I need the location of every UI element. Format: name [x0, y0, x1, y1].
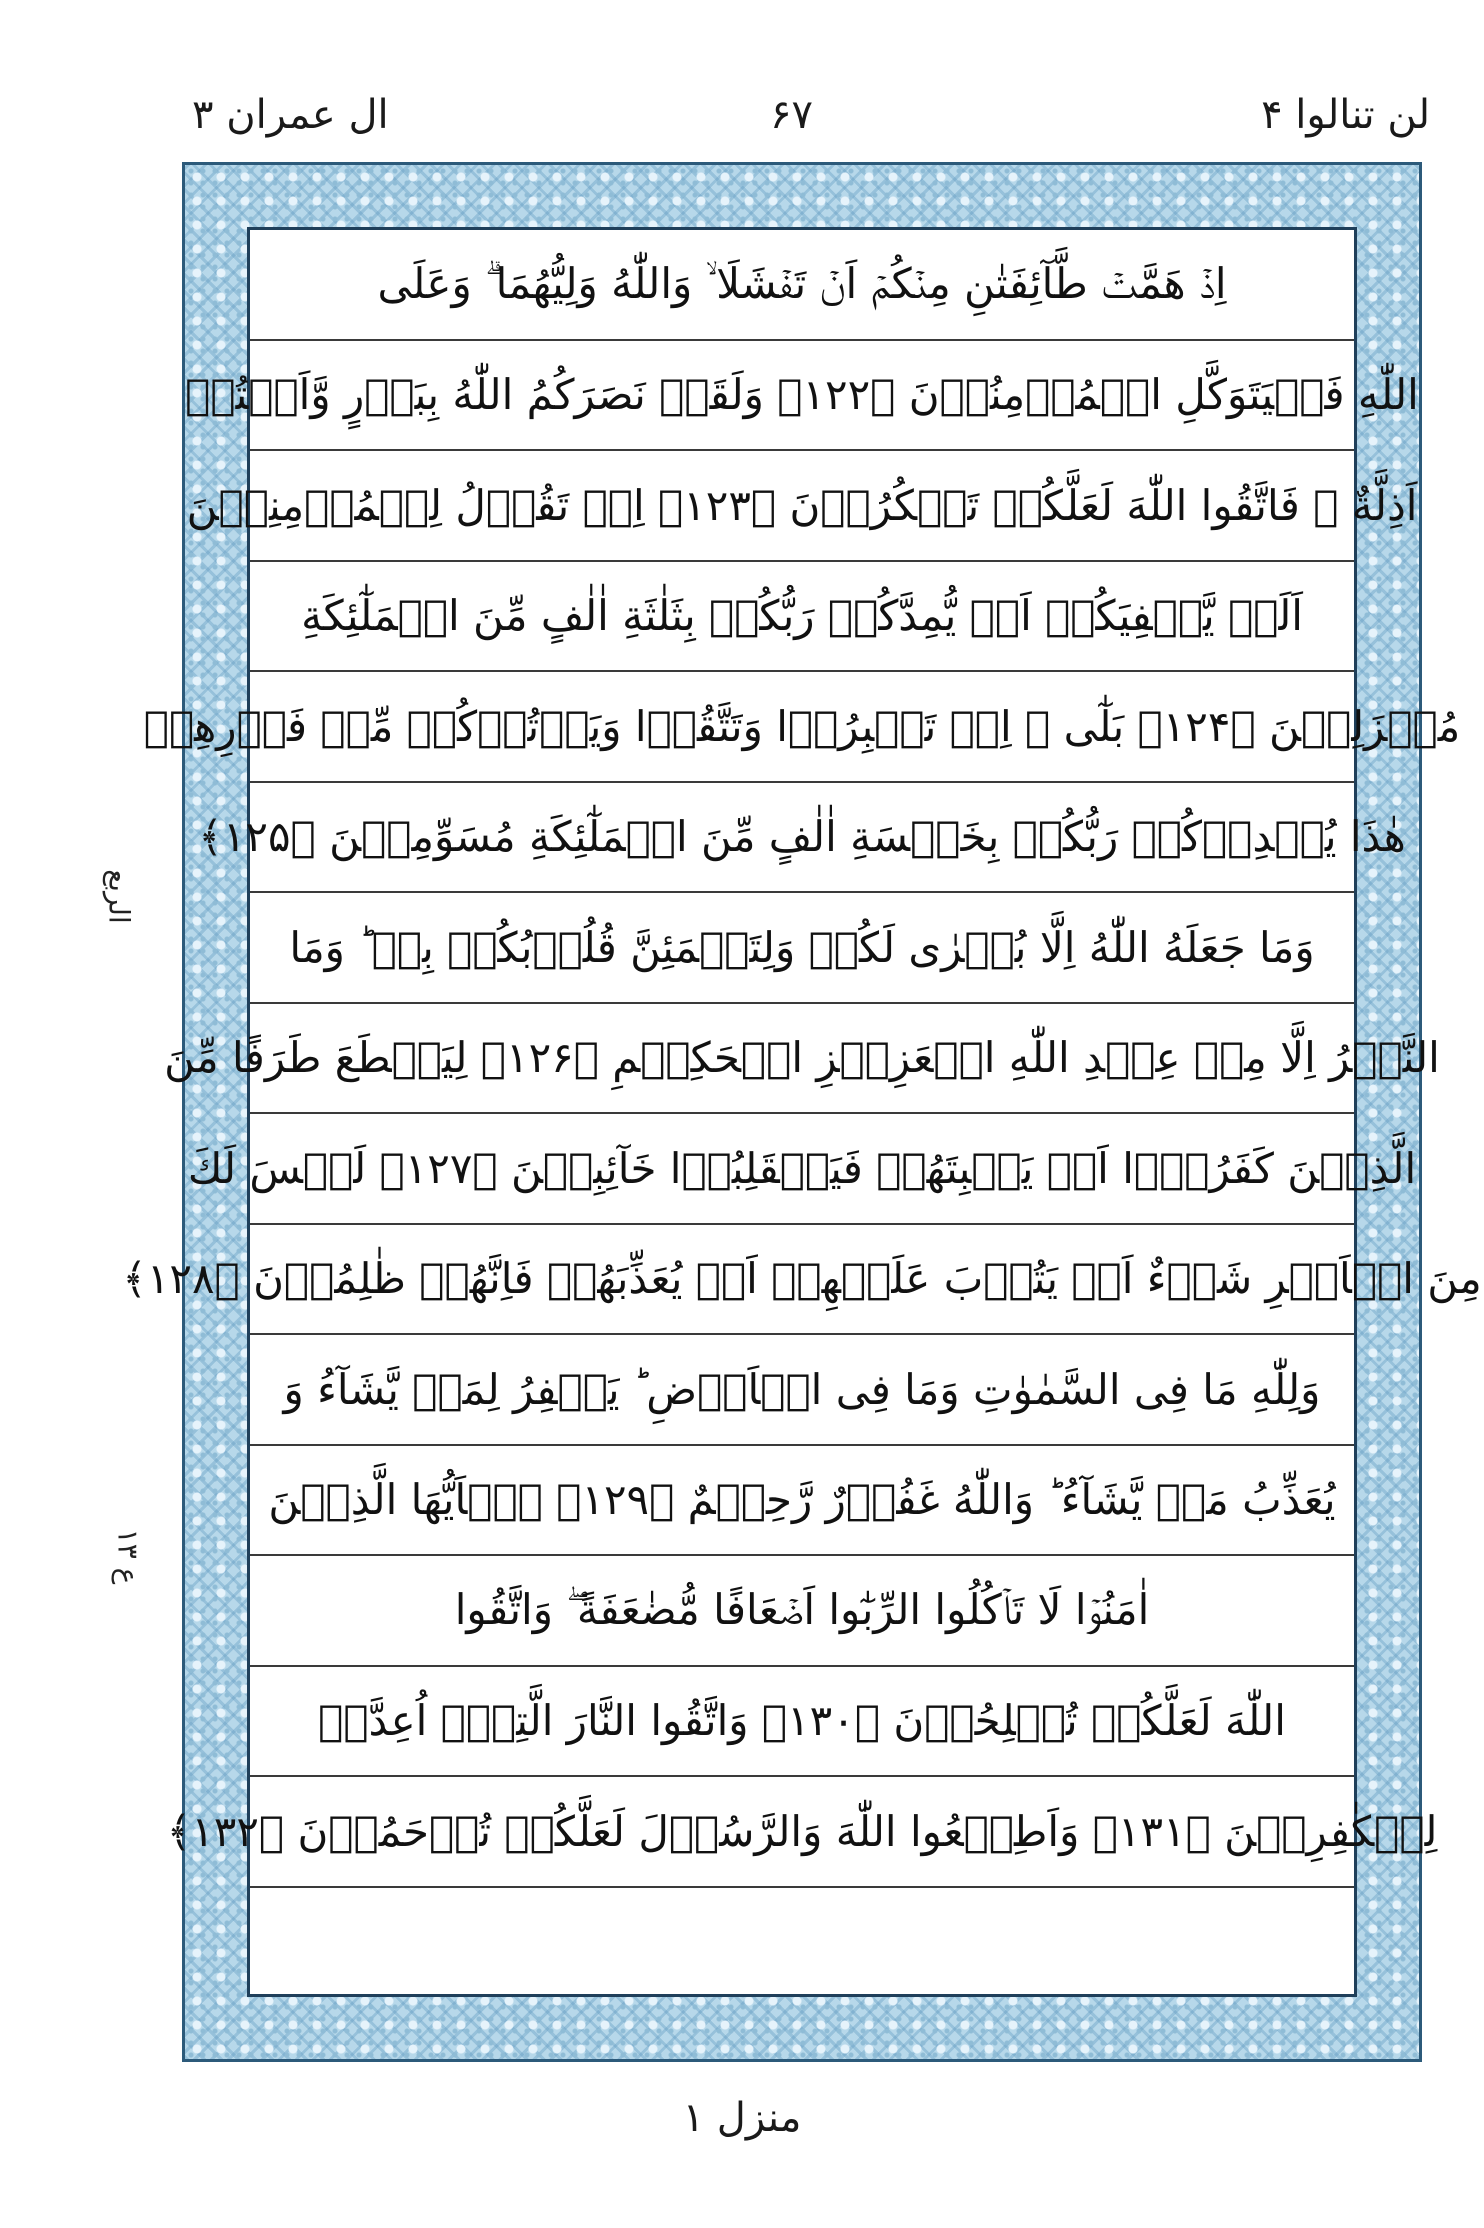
surah-name: ال عمران ۳: [192, 92, 389, 138]
verse-line: اللّٰهَ لَعَلَّكُمۡ تُفۡلِحُوۡنَ ﴿۱۳۰﴾ وَاتَّقُوا النَّارَ الَّتِىۡۤ اُعِدَّتۡ: [250, 1667, 1354, 1778]
verse-line: اَذِلَّةٌ ۚ فَاتَّقُوا اللّٰهَ لَعَلَّكُمۡ تَشۡكُرُوۡنَ ﴿۱۲۳﴾ اِذۡ تَقُوۡلُ لِلۡمُؤۡمِنِيۡنَ: [250, 451, 1354, 562]
manzil-footer: منزل ۱: [682, 2095, 802, 2141]
verse-line: مُنۡزَلِيۡنَ ﴿۱۲۴﴾ بَلٰٓى ۙ اِنۡ تَصۡبِرُوۡا وَتَتَّقُوۡا وَيَاۡتُوۡكُمۡ مِّنۡ فَوۡرِهِمۡ: [250, 672, 1354, 783]
page-number: ۶۷: [770, 92, 813, 138]
ruku-marker: ع ۱۳: [111, 1528, 145, 1585]
verse-line: الَّذِيۡنَ كَفَرُوۡۤا اَوۡ يَكۡبِتَهُمۡ فَيَنۡقَلِبُوۡا خَآئِبِيۡنَ ﴿۱۲۷﴾ لَيۡسَ لَكَ: [250, 1114, 1354, 1225]
rub-marker: الربع: [102, 869, 136, 924]
page-header: [170, 92, 1440, 162]
juz-name: لن تنالوا ۴: [1261, 92, 1430, 138]
verse-line: النَّصۡرُ اِلَّا مِنۡ عِنۡدِ اللّٰهِ الۡعَزِيۡزِ الۡحَكِيۡمِ ﴿۱۲۶﴾ لِيَقۡطَعَ طَرَفًا مِّنَ: [250, 1004, 1354, 1115]
verse-line: اِذۡ هَمَّتۡ طَّآئِفَتٰنِ مِنۡكُمۡ اَنۡ تَفۡشَلَا ۙ وَاللّٰهُ وَلِيُّهُمَا ۗ وَعَلَى: [250, 230, 1354, 341]
verse-line: مِنَ الۡاَمۡرِ شَىۡءٌ اَوۡ يَتُوۡبَ عَلَيۡهِمۡ اَوۡ يُعَذِّبَهُمۡ فَاِنَّهُمۡ ظٰلِمُوۡنَ ﴿۱۲۸﴾: [250, 1225, 1354, 1336]
verse-line: اَلَنۡ يَّكۡفِيَكُمۡ اَنۡ يُّمِدَّكُمۡ رَبُّكُمۡ بِثَلٰثَةِ اٰلٰفٍ مِّنَ الۡمَلٰٓئِكَةِ: [250, 562, 1354, 673]
verse-line: وَمَا جَعَلَهُ اللّٰهُ اِلَّا بُشۡرٰى لَكُمۡ وَلِتَطۡمَئِنَّ قُلُوۡبُكُمۡ بِهٖ ؕ وَمَا: [250, 893, 1354, 1004]
verse-line: يُعَذِّبُ مَنۡ يَّشَآءُ ؕ وَاللّٰهُ غَفُوۡرٌ رَّحِيۡمٌ ﴿۱۲۹﴾ يٰۤاَيُّهَا الَّذِيۡنَ: [250, 1446, 1354, 1557]
verse-line: اٰمَنُوۡا لَا تَاۡكُلُوا الرِّبٰٓوا اَضۡعَافًا مُّضٰعَفَةً ۖ وَاتَّقُوا: [250, 1556, 1354, 1667]
verse-line: اللّٰهِ فَلۡيَتَوَكَّلِ الۡمُؤۡمِنُوۡنَ ﴿۱۲۲﴾ وَلَقَدۡ نَصَرَكُمُ اللّٰهُ بِبَدۡرٍ وَّاَنۡتُمۡ: [250, 341, 1354, 452]
verse-line: وَلِلّٰهِ مَا فِى السَّمٰوٰتِ وَمَا فِى الۡاَرۡضِ ؕ يَغۡفِرُ لِمَنۡ يَّشَآءُ وَ: [250, 1335, 1354, 1446]
verse-line: هٰذَا يُمۡدِدۡكُمۡ رَبُّكُمۡ بِخَمۡسَةِ اٰلٰفٍ مِّنَ الۡمَلٰٓئِكَةِ مُسَوِّمِيۡنَ ﴿۱۲۵﴾: [250, 783, 1354, 894]
verse-line: لِلۡكٰفِرِيۡنَ ﴿۱۳۱﴾ وَاَطِيۡعُوا اللّٰهَ وَالرَّسُوۡلَ لَعَلَّكُمۡ تُرۡحَمُوۡنَ ﴿۱۳۲﴾: [250, 1777, 1354, 1888]
